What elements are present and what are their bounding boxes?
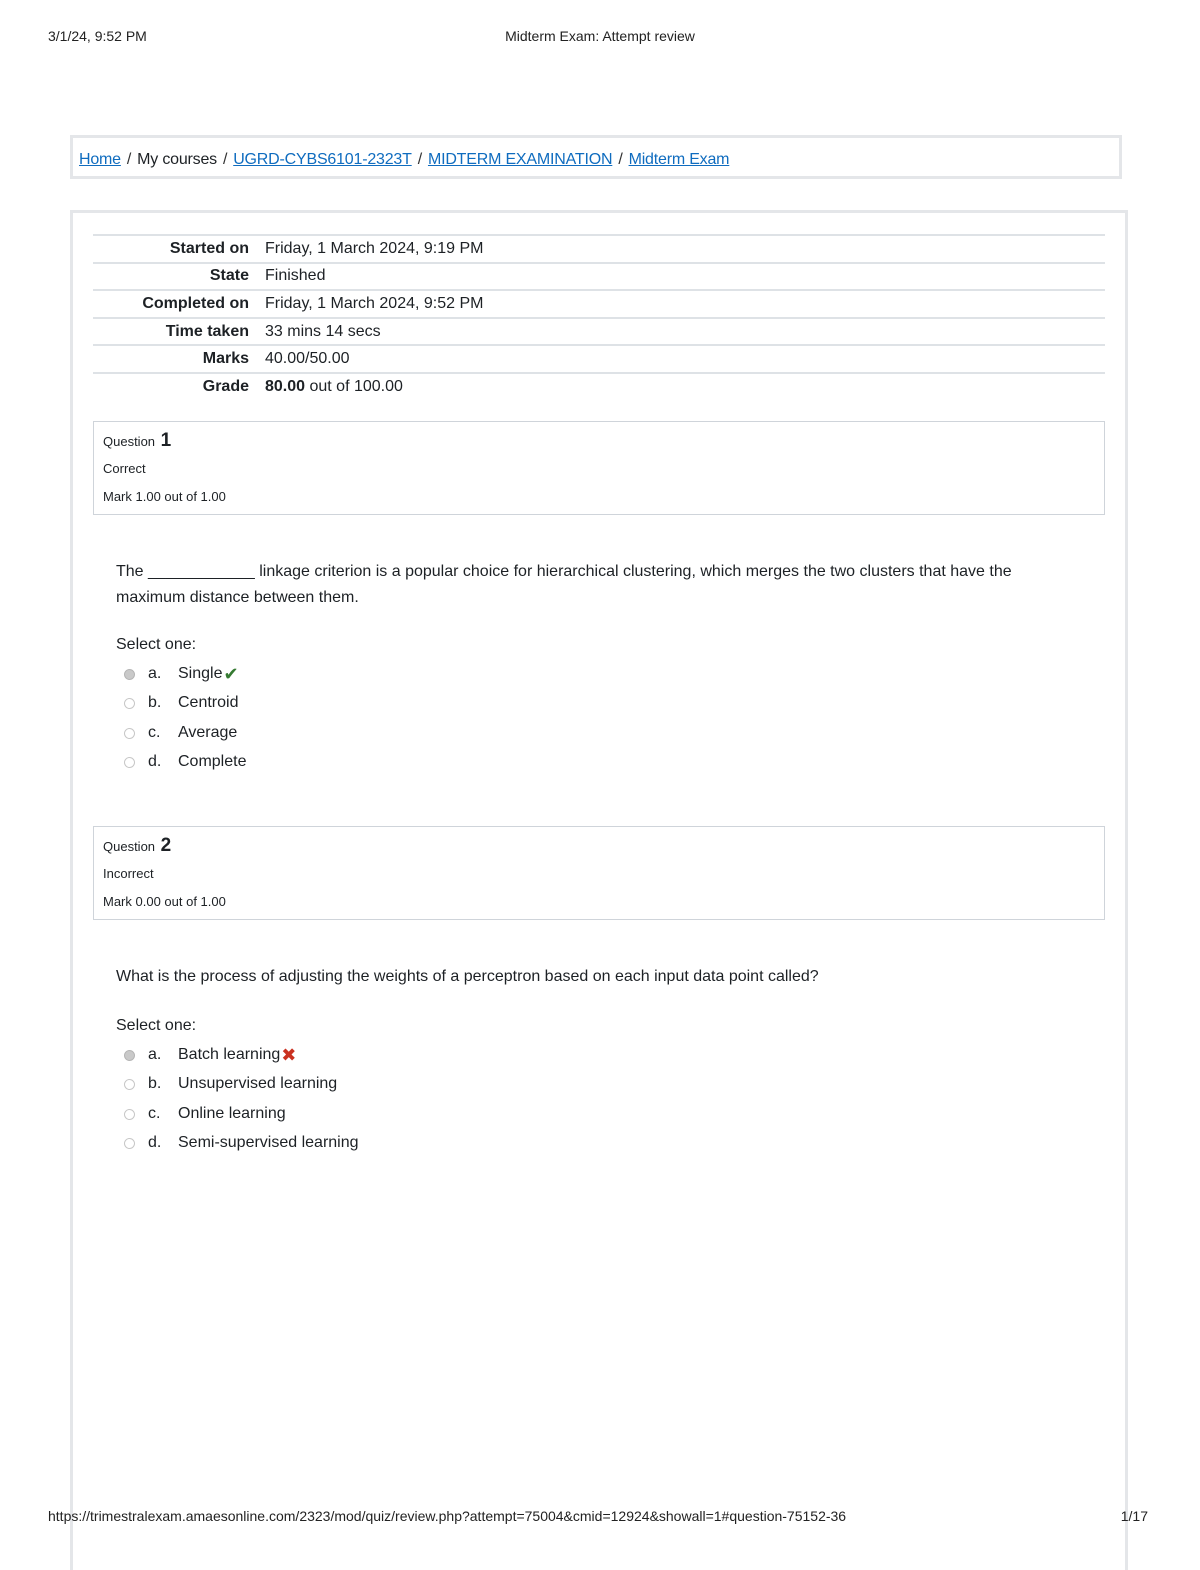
summary-row-state	[93, 263, 1105, 291]
summary-label: Time taken	[93, 318, 265, 346]
answer-letter: c.	[148, 724, 161, 741]
answer-label: Complete	[178, 753, 247, 770]
page-url: https://trimestralexam.amaesonline.com/2323/mod/quiz/review.php?attempt=75004&cmid=12924&showall=1#question-75152-36	[48, 1508, 847, 1524]
answer-option[interactable]	[124, 1072, 337, 1096]
question-grade: Mark 0.00 out of 1.00	[103, 894, 226, 909]
question-number	[103, 835, 171, 857]
page-number: 1/17	[1120, 1508, 1148, 1524]
summary-row-time-taken	[93, 318, 1105, 346]
answer-option[interactable]	[124, 662, 239, 686]
summary-label: Marks	[93, 345, 265, 373]
answer-label: Unsupervised learning	[178, 1075, 338, 1092]
answer-label: Centroid	[178, 694, 239, 711]
summary-row-started	[93, 235, 1105, 263]
radio-button[interactable]	[124, 728, 135, 739]
select-one-prompt: Select one:	[116, 1017, 197, 1034]
summary-value: 40.00/50.00	[265, 345, 1105, 373]
breadcrumb-container	[70, 135, 1122, 179]
question-grade: Mark 1.00 out of 1.00	[103, 489, 226, 504]
answer-letter: b.	[148, 694, 162, 711]
breadcrumb-separator: /	[126, 151, 132, 168]
print-header	[48, 28, 1152, 48]
answer-letter: c.	[148, 1105, 161, 1122]
summary-value: Friday, 1 March 2024, 9:52 PM	[265, 290, 1105, 318]
answer-label: Online learning	[178, 1105, 286, 1122]
answer-label: Semi-supervised learning	[178, 1134, 359, 1151]
answer-letter: d.	[148, 1134, 162, 1151]
question-prefix: Question	[103, 434, 156, 449]
question-prefix: Question	[103, 839, 156, 854]
print-title: Midterm Exam: Attempt review	[505, 28, 695, 44]
breadcrumb	[79, 151, 729, 169]
breadcrumb-separator: /	[222, 151, 228, 168]
summary-value: Finished	[265, 263, 1105, 291]
answer-label: Average	[178, 724, 238, 741]
grade-value: 80.00	[265, 378, 306, 396]
question-state: Incorrect	[103, 866, 154, 881]
question-info-box	[93, 421, 1105, 515]
summary-value	[265, 373, 1105, 401]
summary-label: Completed on	[93, 290, 265, 318]
breadcrumb-home-link[interactable]: Home	[79, 151, 121, 168]
attempt-summary-table	[93, 234, 1105, 401]
answer-option[interactable]	[124, 1131, 359, 1155]
breadcrumb-course-link[interactable]: UGRD-CYBS6101-2323T	[233, 151, 412, 168]
radio-button[interactable]	[124, 1138, 135, 1149]
answer-option[interactable]	[124, 691, 238, 715]
breadcrumb-my-courses: My courses	[137, 151, 217, 168]
summary-label: Started on	[93, 235, 265, 263]
summary-label: State	[93, 263, 265, 291]
answer-letter: a.	[148, 665, 162, 682]
breadcrumb-quiz-link[interactable]: Midterm Exam	[628, 151, 730, 168]
answer-letter: d.	[148, 753, 162, 770]
summary-row-marks	[93, 345, 1105, 373]
summary-value: Friday, 1 March 2024, 9:19 PM	[265, 235, 1105, 263]
select-one-prompt: Select one:	[116, 636, 197, 653]
breadcrumb-section-link[interactable]: MIDTERM EXAMINATION	[427, 151, 613, 168]
cross-icon: ✖	[281, 1044, 297, 1065]
answer-option[interactable]	[124, 750, 246, 774]
summary-row-grade	[93, 373, 1105, 401]
question-text: The ____________ linkage criterion is a popular choice for hierarchical clustering, which merges the two clusters that have the maximum distance between them.	[116, 563, 1012, 606]
answer-option[interactable]	[124, 721, 237, 745]
question-text: What is the process of adjusting the weights of a perceptron based on each input data point called?	[116, 968, 819, 985]
check-icon: ✔	[223, 663, 239, 684]
answer-option[interactable]	[124, 1043, 296, 1067]
print-date: 3/1/24, 9:52 PM	[48, 28, 147, 44]
grade-out-of: out of 100.00	[305, 378, 403, 396]
radio-button[interactable]	[124, 1050, 135, 1061]
question-number-value: 1	[160, 430, 172, 451]
question-number	[103, 430, 171, 452]
answer-letter: b.	[148, 1075, 162, 1092]
question-state: Correct	[103, 461, 146, 476]
radio-button[interactable]	[124, 1109, 135, 1120]
breadcrumb-separator: /	[618, 151, 623, 168]
answer-label: Single	[178, 665, 223, 682]
summary-row-completed	[93, 290, 1105, 318]
answer-option[interactable]	[124, 1102, 286, 1126]
summary-label: Grade	[93, 373, 265, 401]
radio-button[interactable]	[124, 757, 135, 768]
breadcrumb-separator: /	[417, 151, 422, 168]
question-info-box	[93, 826, 1105, 920]
print-footer	[48, 1508, 1148, 1528]
question-number-value: 2	[160, 835, 172, 856]
summary-value: 33 mins 14 secs	[265, 318, 1105, 346]
radio-button[interactable]	[124, 698, 135, 709]
radio-button[interactable]	[124, 669, 135, 680]
answer-letter: a.	[148, 1046, 162, 1063]
radio-button[interactable]	[124, 1079, 135, 1090]
answer-label: Batch learning	[178, 1046, 281, 1063]
